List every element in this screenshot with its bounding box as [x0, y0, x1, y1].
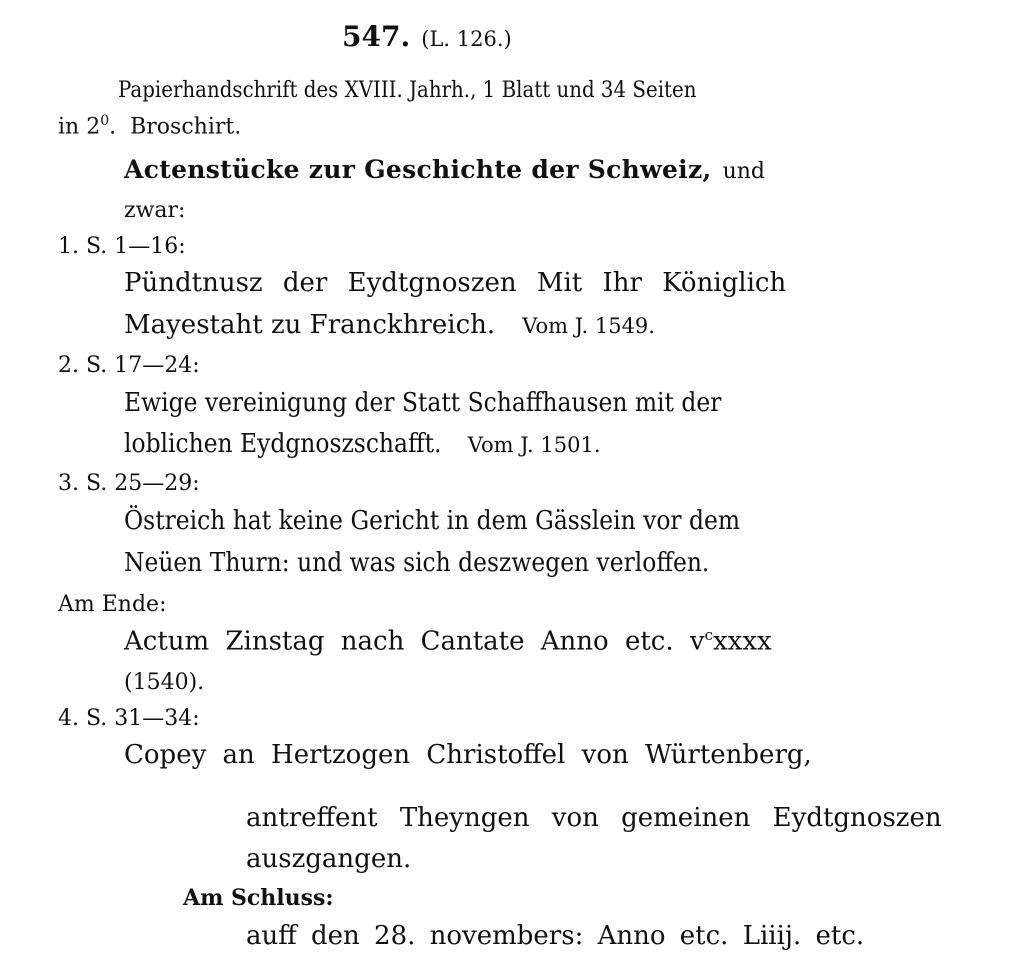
entry-text: Copey an Hertzogen Christoffel von Würtenberg,: [124, 740, 812, 770]
format-prefix: in 2: [58, 114, 101, 140]
entry-text-line: [124, 429, 601, 459]
continuation-text: auszgangen.: [246, 844, 412, 874]
am-ende-superscript: c: [704, 626, 713, 644]
entry-text: Ewige vereinigung der Statt Schaffhausen mit der: [124, 388, 722, 418]
am-ende-text-line: [124, 626, 772, 657]
entry-reference: (L. 126.): [421, 27, 512, 51]
entry-text: Neüen Thurn: und was sich deszwegen verloffen.: [124, 548, 710, 578]
continuation-text: antreffent Theyngen von gemeinen Eydtgnoszen: [246, 803, 942, 833]
am-schluss-text: auff den 28. novembers: Anno etc. Liiij. etc.: [246, 921, 865, 951]
catalog-header: [342, 20, 512, 53]
format-superscript: 0: [100, 113, 110, 129]
entry-text: Pündtnusz der Eydtgnoszen Mit Ihr Königlich: [124, 268, 787, 298]
entry-date: Vom J. 1549.: [522, 314, 655, 338]
entry-text: loblichen Eydgnoszschafft.: [124, 429, 442, 459]
entry-text-line: [124, 268, 810, 298]
title-rest: und: [722, 159, 765, 184]
format-suffix: . Broschirt.: [109, 114, 242, 140]
entry-label: 1. S. 1—16:: [58, 234, 186, 259]
title-bold: Actenstücke zur Geschichte der Schweiz,: [124, 155, 712, 184]
am-ende-label: Am Ende:: [58, 592, 167, 617]
am-schluss-label: Am Schluss:: [183, 885, 334, 911]
am-ende-text: Actum Zinstag nach Cantate Anno etc. v: [124, 626, 705, 657]
entry-date: Vom J. 1501.: [467, 433, 601, 457]
entry-text: Östreich hat keine Gericht in dem Gässlein vor dem: [124, 506, 741, 536]
entry-number: 547.: [342, 20, 411, 53]
title-line-2: zwar:: [124, 198, 186, 223]
entry-label: 3. S. 25—29:: [58, 471, 200, 496]
document-title: [124, 155, 765, 184]
description-line-2: [58, 113, 241, 139]
am-ende-year: (1540).: [124, 670, 205, 695]
description-line-1: Papierhandschrift des XVIII. Jahrh., 1 Blatt und 34 Seiten: [118, 78, 697, 103]
entry-label: 4. S. 31—34:: [58, 706, 200, 731]
entry-label: 2. S. 17—24:: [58, 353, 200, 378]
am-ende-text-suffix: xxxx: [713, 626, 772, 657]
entry-text-line: [124, 310, 655, 340]
entry-text: Mayestaht zu Franckhreich.: [124, 310, 496, 340]
